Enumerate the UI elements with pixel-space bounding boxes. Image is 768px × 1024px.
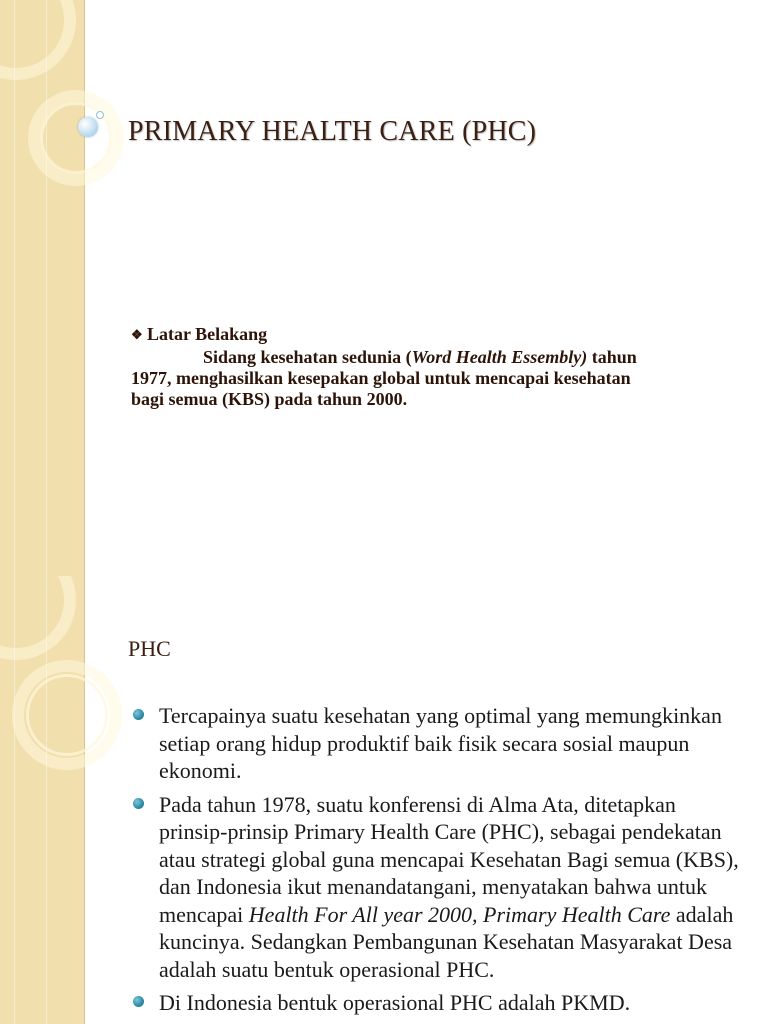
decorative-ring	[0, 0, 76, 80]
decorative-sidebar	[0, 576, 85, 1024]
section-heading	[131, 324, 651, 345]
list-item	[131, 989, 741, 1017]
paragraph-text-1: Sidang kesehatan sedunia (	[203, 347, 412, 367]
bullet-dot-icon	[133, 996, 144, 1007]
decorative-sidebar	[0, 0, 85, 576]
list-item-text: Tercapainya suatu kesehatan yang optimal yang memungkinkan setiap orang hidup produktif baik fisik secara sosial maupun ekonomi.	[159, 703, 722, 783]
bullet-dot-icon	[133, 798, 144, 809]
sidebar-stripe	[14, 0, 15, 576]
list-item	[131, 702, 741, 785]
slide-2	[0, 576, 768, 1024]
decorative-ring	[0, 576, 76, 660]
list-item-text: Di Indonesia bentuk operasional PHC adalah PKMD.	[159, 990, 631, 1015]
slide-title: PRIMARY HEALTH CARE (PHC)	[128, 116, 537, 147]
bullet-dot-icon	[133, 709, 144, 720]
list-item-text	[159, 791, 741, 984]
list-item-text-after: adalah kuncinya. Sedangkan Pembangunan Kesehatan Masyarakat Desa adalah suatu bentuk operasional PHC.	[159, 901, 734, 982]
sidebar-stripe	[46, 0, 47, 576]
bullet-list	[131, 702, 741, 1023]
list-item	[131, 791, 741, 984]
decorative-ring	[26, 674, 108, 756]
slide-body	[131, 324, 651, 410]
small-bubble-icon	[96, 111, 104, 119]
section-heading-label: Latar Belakang	[147, 324, 268, 344]
list-item-text-before: Pada tahun 1978, suatu konferensi di Alma Ata, ditetapkan prinsip-prinsip Primary Health Care (PHC), sebagai pendekatan atau strategi global guna mencapai Kesehatan Bagi semua (KBS), dan Indonesia ikut menandatangani, menyatakan bahwa untuk mencapai	[159, 791, 739, 927]
background-paragraph	[131, 347, 651, 410]
paragraph-italic: Word Health Essembly)	[411, 347, 588, 367]
diamond-bullet-icon: ❖	[131, 327, 143, 342]
list-item-italic: Health For All year 2000, Primary Health Care	[248, 901, 671, 927]
bubble-icon	[78, 117, 98, 137]
slide-title: PHC	[128, 636, 171, 661]
paragraph-text-2: tahun 1977, menghasilkan kesepakan global untuk mencapai kesehatan bagi semua (KBS) pada tahun 2000.	[131, 347, 637, 409]
